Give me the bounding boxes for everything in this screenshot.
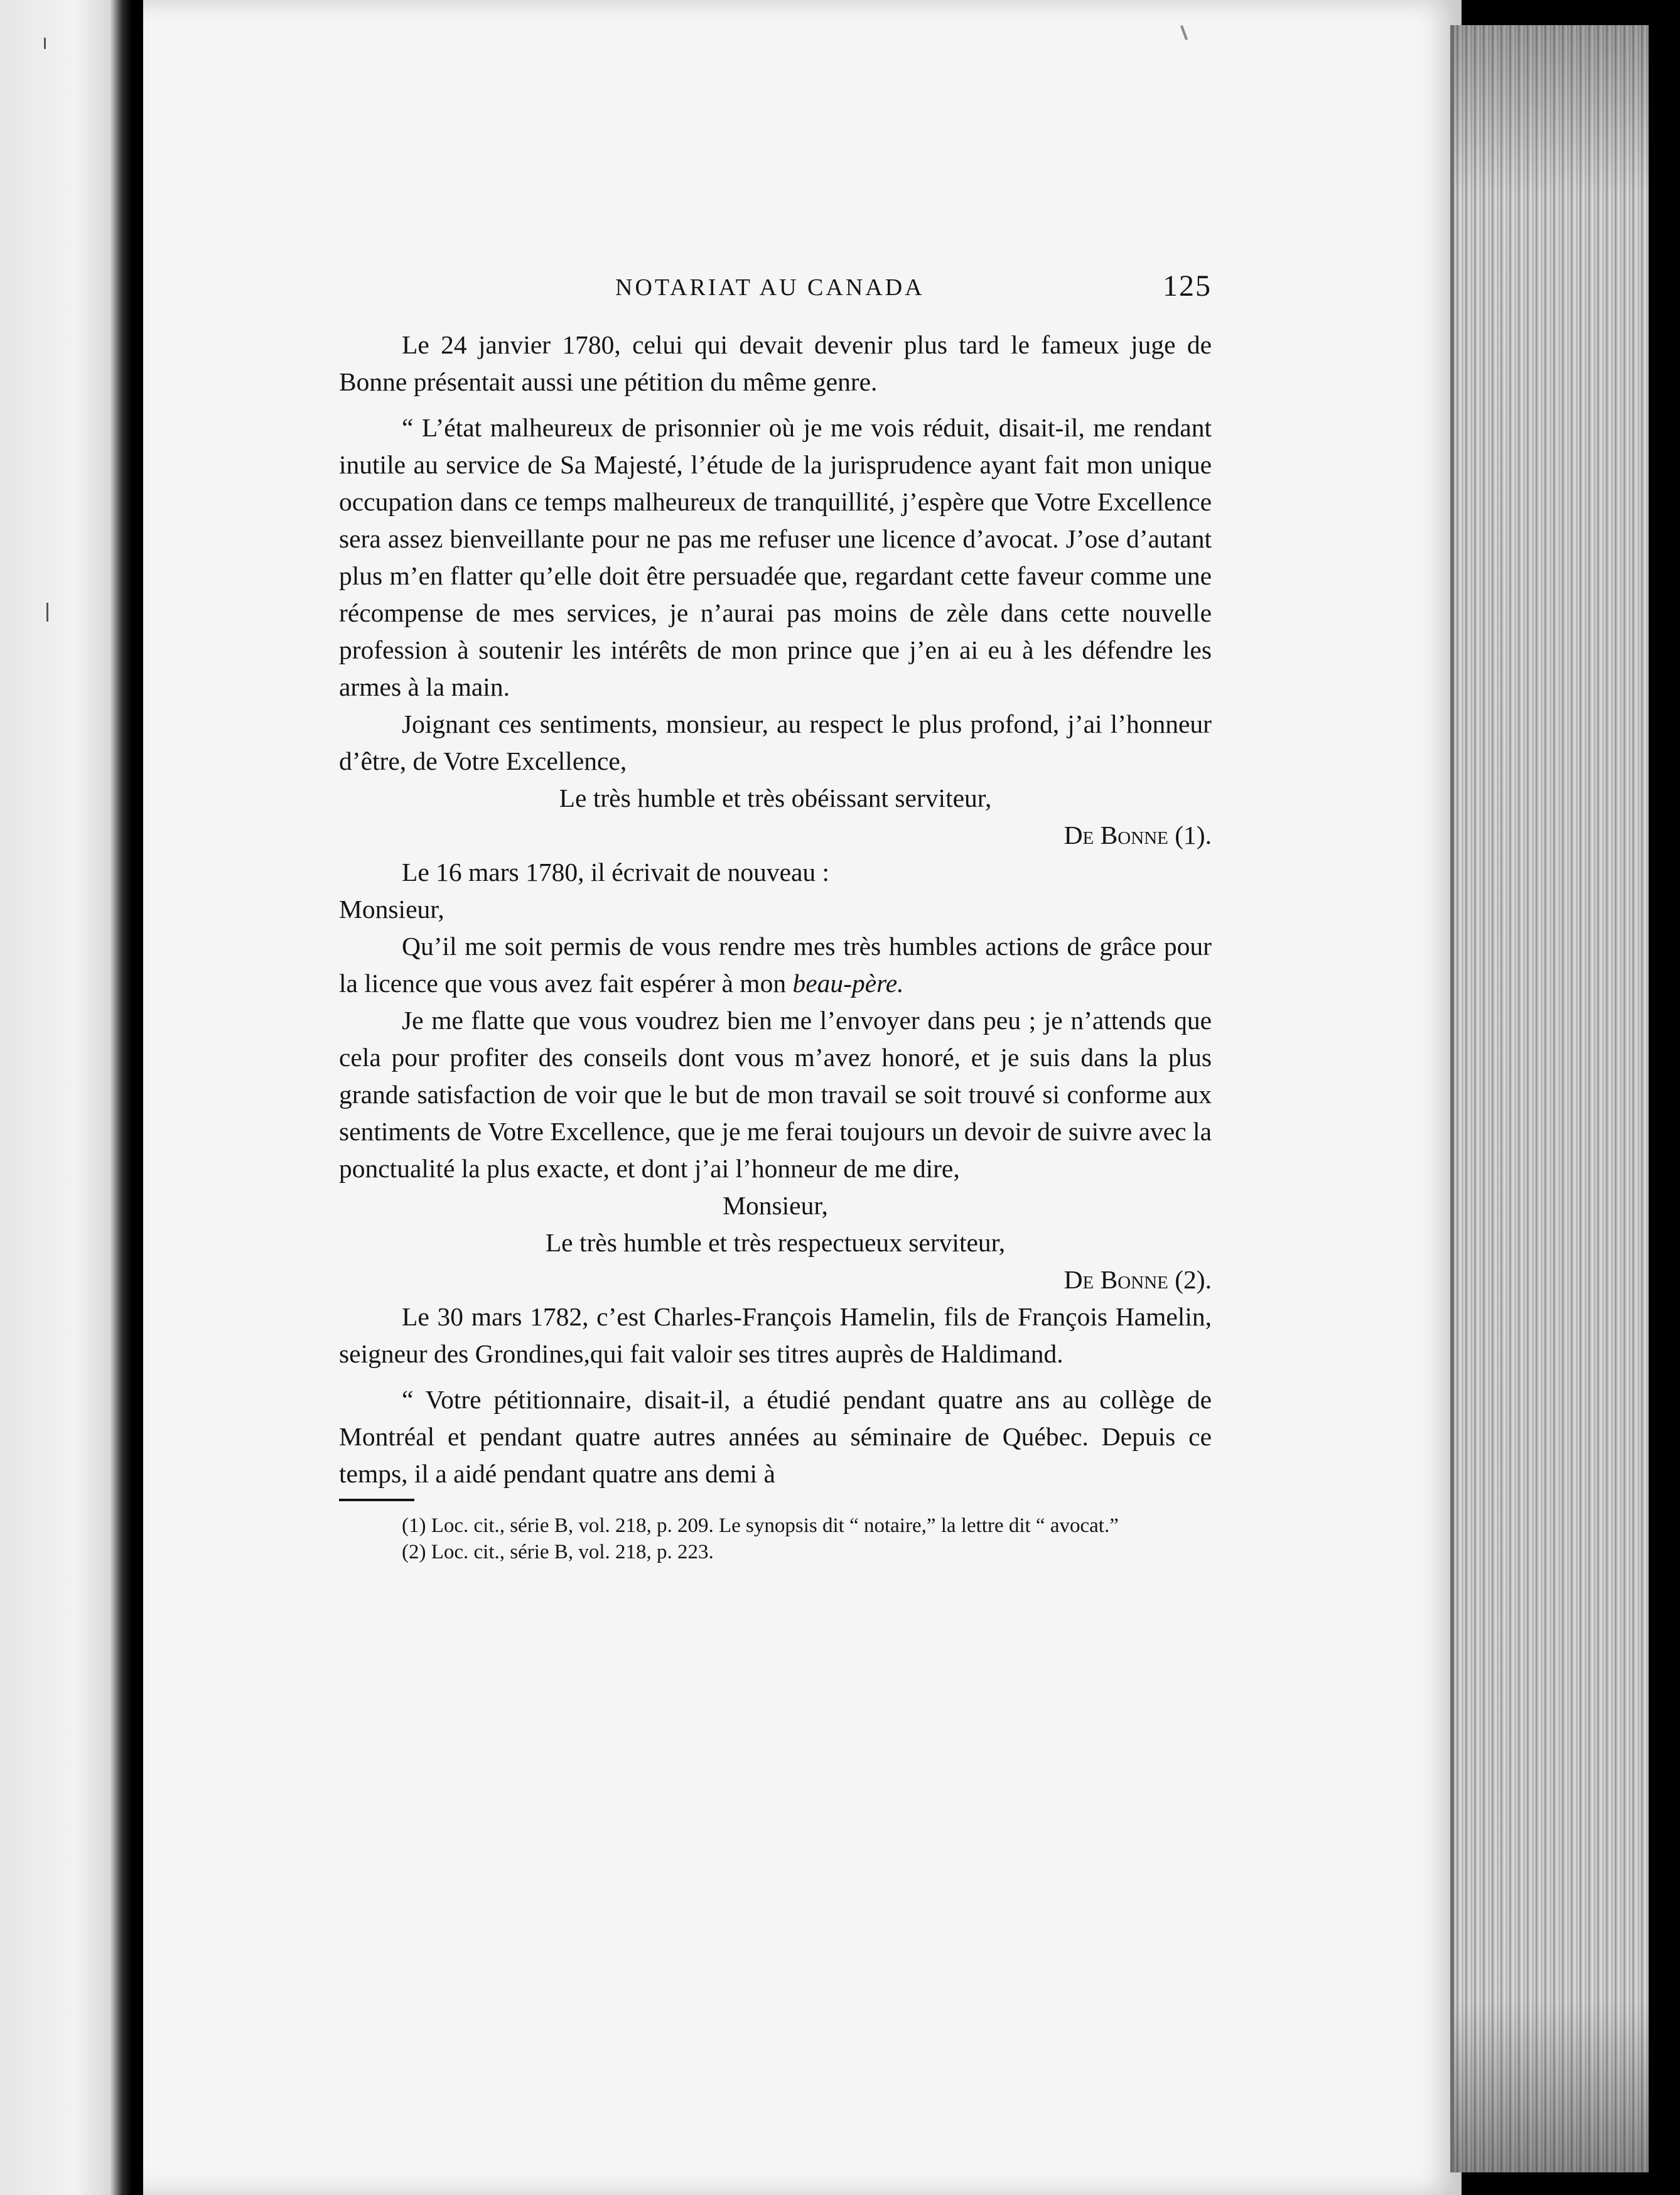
paragraph-thanks xyxy=(339,928,1212,1002)
paragraph-bonne-quote: “ L’état malheureux de prisonnier où je me vois réduit, disait-il, me rendant inutile au service de Sa Majesté, l’étude de la jurisprudence ayant fait mon unique occupation dans ce temps malheureux de tranquillité, j’espère que Votre Excellence sera assez bienveillante pour ne pas me refuser une licence d’avocat. J’ose d’autant plus m’en flatter qu’elle doit être persuadée que, regardant cette faveur comme une récompense de mes services, je n’aurai pas moins de zèle dans cette nouvelle profession à soutenir les intérêts de mon prince que j’en ai eu à les défendre les armes à la main. xyxy=(339,413,1212,701)
paragraph-flatter: Je me flatte que vous voudrez bien me l’envoyer dans peu ; je n’attends que cela pour profiter des conseils dont vous m’avez honoré, et je suis dans la plus grande satisfaction de voir que le but de mon travail se soit trouvé si conforme aux sentiments de Votre Excellence, que je me ferai toujours un devoir de suivre avec la ponctualité la plus exacte, et dont j’ai l’honneur de me dire, xyxy=(339,1006,1212,1183)
paragraph-bonne-petition: Le 24 janvier 1780, celui qui devait devenir plus tard le fameux juge de Bonne présentait aussi une pétition du même genre. xyxy=(339,330,1212,396)
previous-page-edge xyxy=(0,0,132,2195)
paragraph-hamelin: Le 30 mars 1782, c’est Charles-François Hamelin, fils de François Hamelin, seigneur des Grondines,qui fait valoir ses titres auprès de Haldimand. xyxy=(339,1302,1212,1368)
signature-1: De Bonne (1). xyxy=(1063,821,1212,849)
footnote-rule xyxy=(339,1499,414,1501)
paragraph-thanks-text: Qu’il me soit permis de vous rendre mes très humbles actions de grâce pour la licence que vous avez fait espérer à mon xyxy=(339,932,1212,998)
footnote-2: (2) Loc. cit., série B, vol. 218, p. 223. xyxy=(402,1541,714,1563)
salutation-monsieur: Monsieur, xyxy=(339,895,444,924)
paragraph-second-letter: Le 16 mars 1780, il écrivait de nouveau : xyxy=(402,858,830,887)
page-stack-edge xyxy=(1450,25,1649,2172)
footnotes xyxy=(339,1499,1212,1565)
paragraph-hamelin-quote: “ Votre pétitionnaire, disait-il, a étudié pendant quatre ans au collège de Montréal et pendant quatre autres années au séminaire de Québec. Depuis ce temps, il a aidé pendant quatre ans demi à xyxy=(339,1385,1212,1488)
scan-speck xyxy=(46,603,48,622)
paragraph-bonne-respect: Joignant ces sentiments, monsieur, au respect le plus profond, j’ai l’honneur d’être, de Votre Excellence, xyxy=(339,709,1212,775)
body-text xyxy=(339,326,1212,1492)
closing-line-2: Le très humble et très respectueux serviteur, xyxy=(545,1228,1006,1257)
beau-pere-italic: beau-père. xyxy=(792,969,904,998)
closing-monsieur: Monsieur, xyxy=(723,1191,828,1220)
scan-speck xyxy=(44,38,46,49)
page-number: 125 xyxy=(1163,269,1212,303)
running-header xyxy=(339,264,1212,320)
signature-2: De Bonne (2). xyxy=(1063,1265,1212,1294)
running-title: NOTARIAT AU CANADA xyxy=(615,274,925,301)
footnote-1: (1) Loc. cit., série B, vol. 218, p. 209. Le synopsis dit “ notaire,” la lettre dit “ avocat.” xyxy=(402,1514,1119,1537)
page-text-block xyxy=(339,264,1212,1565)
closing-line-1: Le très humble et très obéissant serviteur, xyxy=(559,784,992,812)
